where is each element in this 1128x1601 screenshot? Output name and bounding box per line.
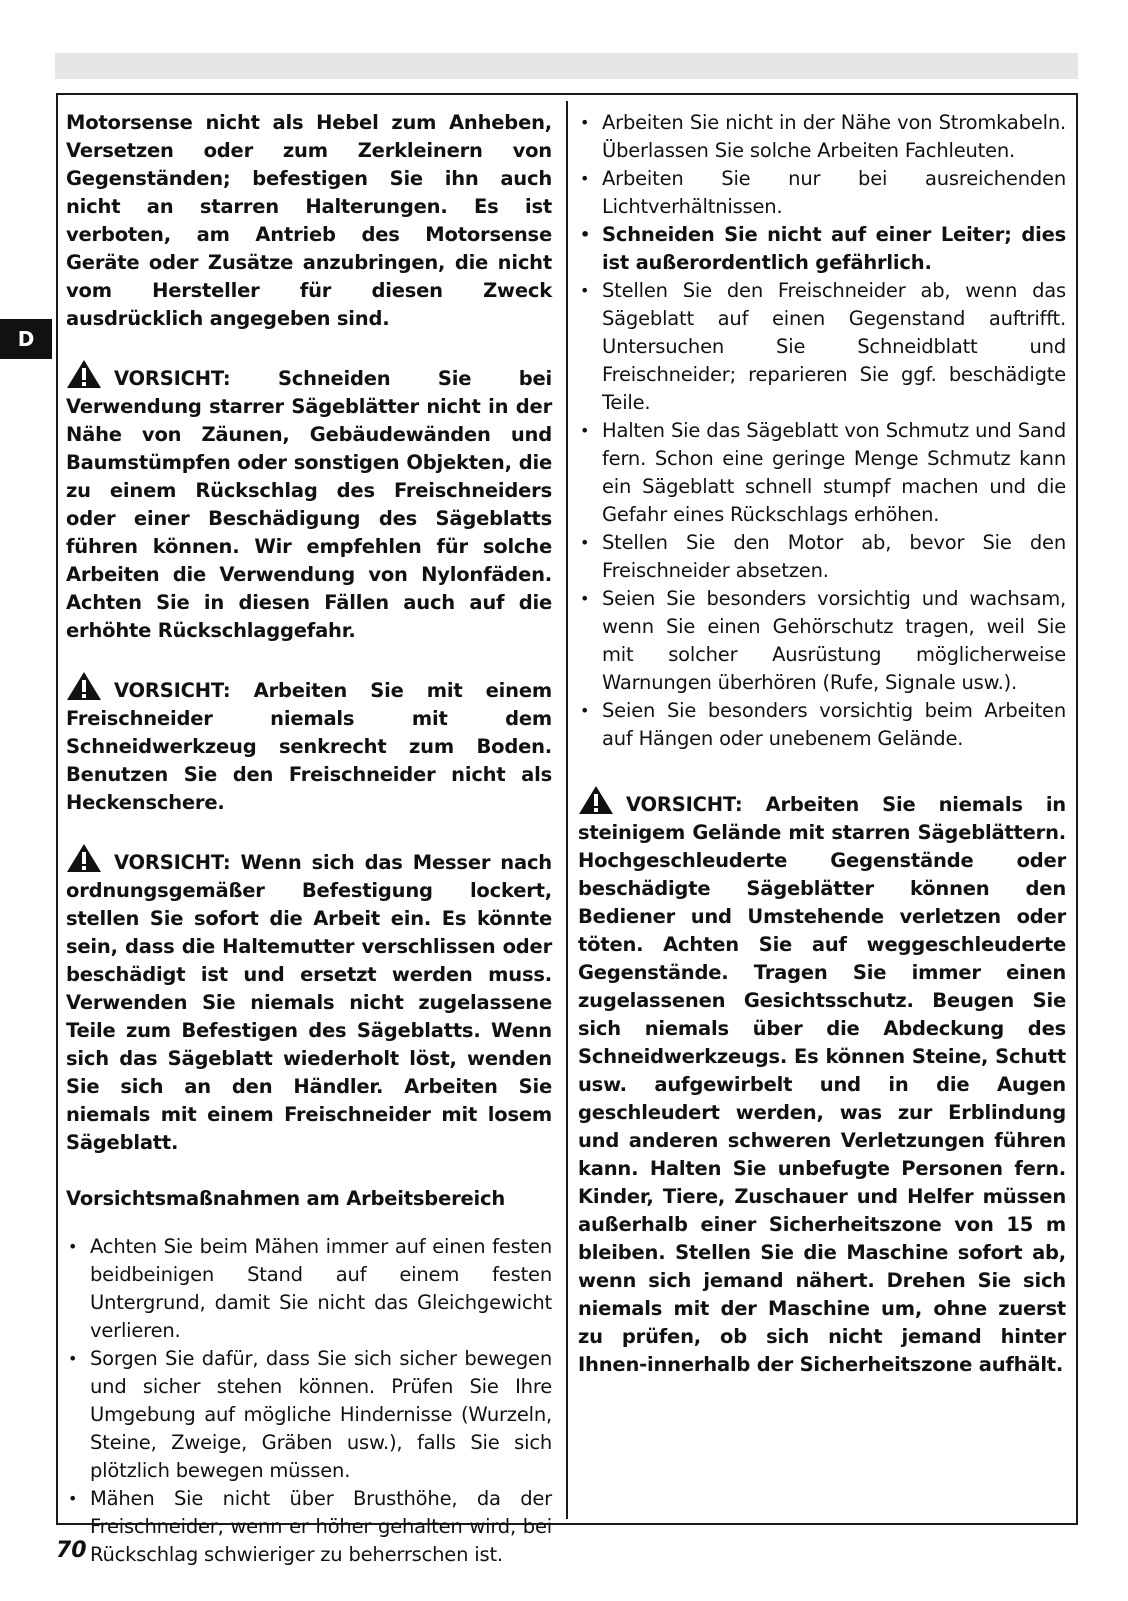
warning-icon xyxy=(66,671,102,701)
warning-text: VORSICHT: Wenn sich das Messer nach ordnungsgemäßer Befestigung lockert, stellen Sie sofort die Arbeit ein. Es könnte sein, dass die Haltemutter verschlissen oder beschädigt ist und ersetzt werden muss. Verwenden Sie niemals nicht zugelassene Teile zum Befestigen des Sägeblatts. Wenn sich das Sägeblatt wiederholt löst, wenden Sie sich an den Händler. Arbeiten Sie niemals mit einem Freischneider mit losem Sägeblatt. xyxy=(66,851,552,1154)
bullet-list xyxy=(578,109,1066,753)
warning-paragraph xyxy=(66,359,552,645)
warning-text: VORSICHT: Arbeiten Sie mit einem Freischneider niemals mit dem Schneidwerkzeug senkrecht zum Boden. Benutzen Sie den Freischneider nicht als Heckenschere. xyxy=(66,679,552,814)
list-item: • Stellen Sie den Freischneider ab, wenn das Sägeblatt auf einen Gegenstand auftrifft. Untersuchen Sie Schneidblatt und Freischneider; reparieren Sie ggf. beschädigte Teile. xyxy=(578,277,1066,417)
list-item: • Seien Sie besonders vorsichtig beim Arbeiten auf Hängen oder unebenem Gelände. xyxy=(578,697,1066,753)
intro-paragraph: Motorsense nicht als Hebel zum Anheben, Versetzen oder zum Zerkleinern von Gegenständen; befestigen Sie ihn auch nicht an starren Halterungen. Es ist verboten, am Antrieb des Motorsense Geräte oder Zusätze anzubringen, die nicht vom Hersteller für diesen Zweck ausdrücklich angegeben sind. xyxy=(66,111,552,330)
column-divider xyxy=(566,101,568,1519)
left-column xyxy=(66,109,552,1569)
bullet-list xyxy=(66,1233,552,1569)
list-item: • Stellen Sie den Motor ab, bevor Sie den Freischneider absetzen. xyxy=(578,529,1066,585)
warning-paragraph xyxy=(66,671,552,817)
list-item: • Achten Sie beim Mähen immer auf einen festen beidbeinigen Stand auf einem festen Untergrund, damit Sie nicht das Gleichgewicht verlieren. xyxy=(66,1233,552,1345)
warning-icon xyxy=(66,359,102,389)
warning-paragraph xyxy=(578,785,1066,1379)
list-item: • Mähen Sie nicht über Brusthöhe, da der Freischneider, wenn er höher gehalten wird, bei Rückschlag schwieriger zu beherrschen ist. xyxy=(66,1485,552,1569)
list-item: • Schneiden Sie nicht auf einer Leiter; dies ist außerordentlich gefährlich. xyxy=(578,221,1066,277)
warning-text: VORSICHT: Arbeiten Sie niemals in steinigem Gelände mit starren Sägeblättern. Hochgeschleuderte Gegenstände oder beschädigte Sägeblätter können den Bediener und Umstehende verletzen oder töten. Achten Sie auf weggeschleuderte Gegenstände. Tragen Sie immer einen zugelassenen Gesichtsschutz. Beugen Sie sich niemals über die Abdeckung des Schneidwerkzeugs. Es können Steine, Schutt usw. aufgewirbelt und in die Augen geschleudert werden, was zur Erblindung und anderen schweren Verletzungen führen kann. Halten Sie unbefugte Personen fern. Kinder, Tiere, Zuschauer und Helfer müssen außerhalb einer Sicherheitszone von 15 m bleiben. Stellen Sie die Maschine sofort ab, wenn sich jemand nähert. Drehen Sie sich niemals mit der Maschine um, ohne zuerst zu prüfen, ob sich nicht jemand hinter Ihnen-innerhalb der Sicherheitszone aufhält. xyxy=(578,793,1066,1376)
list-item: • Sorgen Sie dafür, dass Sie sich sicher bewegen und sicher stehen können. Prüfen Sie Ihre Umgebung auf mögliche Hindernisse (Wurzeln, Steine, Zweige, Gräben usw.), falls Sie sich plötzlich bewegen müssen. xyxy=(66,1345,552,1485)
section-heading: Vorsichtsmaßnahmen am Arbeitsbereich xyxy=(66,1187,506,1210)
warning-icon xyxy=(578,785,614,815)
warning-paragraph xyxy=(66,843,552,1157)
list-item: • Arbeiten Sie nur bei ausreichenden Lichtverhältnissen. xyxy=(578,165,1066,221)
warning-text: VORSICHT: Schneiden Sie bei Verwendung starrer Sägeblätter nicht in der Nähe von Zäunen, Gebäudewänden und Baumstümpfen oder sonstigen Objekten, die zu einem Rückschlag des Freischneiders oder einer Beschädigung des Sägeblatts führen können. Wir empfehlen für solche Arbeiten die Verwendung von Nylonfäden. Achten Sie in diesen Fällen auch auf die erhöhte Rückschlaggefahr. xyxy=(66,367,552,642)
list-item: • Arbeiten Sie nicht in der Nähe von Stromkabeln. Überlassen Sie solche Arbeiten Fachleuten. xyxy=(578,109,1066,165)
list-item: • Halten Sie das Sägeblatt von Schmutz und Sand fern. Schon eine geringe Menge Schmutz kann ein Sägeblatt schnell stumpf machen und die Gefahr eines Rückschlags erhöhen. xyxy=(578,417,1066,529)
warning-icon xyxy=(66,843,102,873)
page-number: 70 xyxy=(56,1538,87,1563)
right-column xyxy=(578,109,1066,1379)
header-bar xyxy=(55,53,1078,79)
list-item: • Seien Sie besonders vorsichtig und wachsam, wenn Sie einen Gehörschutz tragen, weil Sie mit solcher Ausrüstung möglicherweise Warnungen überhören (Rufe, Signale usw.). xyxy=(578,585,1066,697)
language-tab: D xyxy=(0,319,52,359)
